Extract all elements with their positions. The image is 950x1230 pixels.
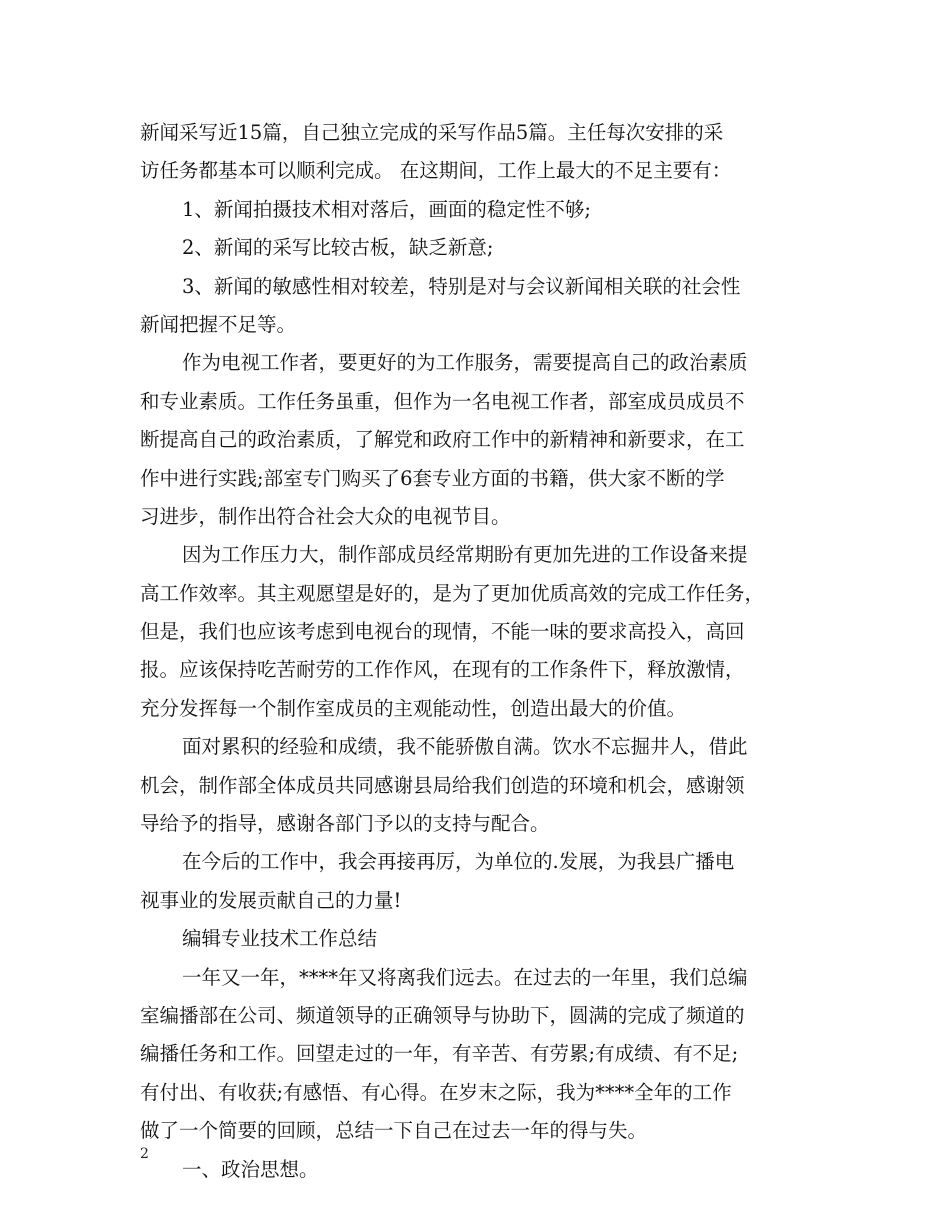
text-line: 和专业素质。工作任务虽重，但作为一名电视工作者，部室成员成员不 xyxy=(140,389,745,413)
page-number: 2 xyxy=(140,1146,149,1162)
text-line: 断提高自己的政治素质，了解党和政府工作中的新精神和新要求，在工 xyxy=(140,428,745,452)
text-line: 但是，我们也应该考虑到电视台的现情，不能一味的要求高投入，高回 xyxy=(140,620,745,644)
paragraph-start: 在今后的工作中，我会再接再厉，为单位的.发展，为我县广播电 xyxy=(182,850,735,874)
text-line: 报。应该保持吃苦耐劳的工作作风，在现有的工作条件下，释放激情， xyxy=(140,658,745,682)
text-line: 新闻采写近15篇，自己独立完成的采写作品5篇。主任每次安排的采 xyxy=(140,121,724,144)
text-line: 访任务都基本可以顺利完成。 在这期间，工作上最大的不足主要有： xyxy=(140,159,732,183)
list-item: 3、新闻的敏感性相对较差，特别是对与会议新闻相关联的社会性 xyxy=(182,274,741,298)
text-line: 习进步，制作出符合社会大众的电视节目。 xyxy=(140,504,511,528)
text-line: 作中进行实践;部室专门购买了6套专业方面的书籍，供大家不断的学 xyxy=(140,466,725,490)
document-body xyxy=(140,114,812,1189)
text-line: 导给予的指导，感谢各部门予以的支持与配合。 xyxy=(140,812,550,836)
list-item: 1、新闻拍摄技术相对落后，画面的稳定性不够; xyxy=(182,197,591,221)
text-line: 机会，制作部全体成员共同感谢县局给我们创造的环境和机会，感谢领 xyxy=(140,773,745,797)
section-title: 编辑专业技术工作总结 xyxy=(182,927,378,951)
section-heading: 一、政治思想。 xyxy=(182,1157,319,1181)
text-line: 编播任务和工作。回望走过的一年，有辛苦、有劳累;有成绩、有不足; xyxy=(140,1042,739,1066)
text-line: 新闻把握不足等。 xyxy=(140,312,297,336)
list-item: 2、新闻的采写比较古板，缺乏新意; xyxy=(182,236,494,260)
text-line: 有付出、有收获;有感悟、有心得。在岁末之际，我为****全年的工作 xyxy=(140,1080,732,1104)
text-line: 充分发挥每一个制作室成员的主观能动性，创造出最大的价值。 xyxy=(140,696,687,720)
text-line: 做了一个简要的回顾，总结一下自己在过去一年的得与失。 xyxy=(140,1119,648,1143)
paragraph-start: 面对累积的经验和成绩，我不能骄傲自满。饮水不忘掘井人，借此 xyxy=(182,735,748,759)
paragraph-start: 作为电视工作者，要更好的为工作服务，需要提高自己的政治素质 xyxy=(182,351,748,375)
text-line: 室编播部在公司、频道领导的正确领导与协助下，圆满的完成了频道的 xyxy=(140,1003,745,1027)
paragraph-start: 因为工作压力大，制作部成员经常期盼有更加先进的工作设备来提 xyxy=(182,543,748,567)
paragraph-start: 一年又一年，****年又将离我们远去。在过去的一年里，我们总编 xyxy=(182,965,748,989)
text-line: 高工作效率。其主观愿望是好的，是为了更加优质高效的完成工作任务， xyxy=(140,581,765,605)
text-line: 视事业的发展贡献自己的力量! xyxy=(140,888,402,912)
